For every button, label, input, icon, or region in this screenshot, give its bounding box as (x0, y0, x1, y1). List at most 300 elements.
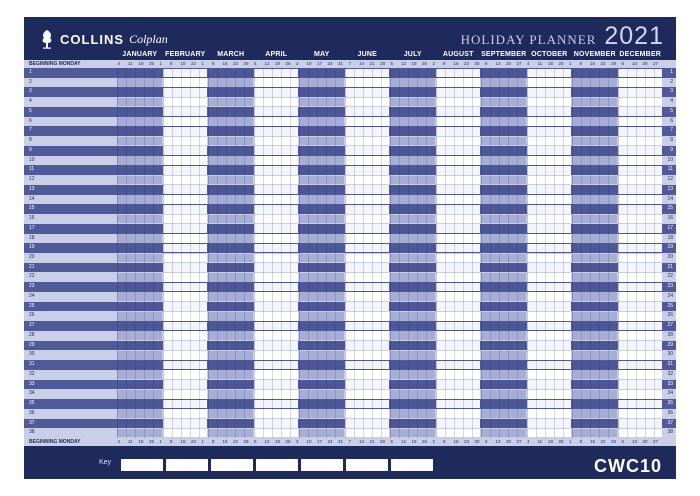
day-cell-block[interactable] (618, 176, 663, 185)
day-cell-block[interactable] (481, 273, 526, 282)
day-cell-block[interactable] (618, 390, 663, 399)
day-cell-block[interactable] (390, 107, 435, 116)
day-cell-block[interactable] (572, 185, 617, 194)
day-cell-block[interactable] (481, 429, 526, 438)
day-cell-block[interactable] (345, 409, 390, 418)
day-cell-block[interactable] (254, 341, 299, 350)
day-cell-block[interactable] (254, 234, 299, 243)
day-cell-block[interactable] (254, 312, 299, 321)
day-cell-block[interactable] (481, 400, 526, 409)
day-cell-block[interactable] (527, 292, 572, 301)
day-cell-block[interactable] (345, 107, 390, 116)
day-cell-block[interactable] (345, 419, 390, 428)
day-cell-block[interactable] (527, 69, 572, 78)
day-cell-block[interactable] (163, 127, 208, 136)
day-cell-block[interactable] (481, 205, 526, 214)
day-cell-block[interactable] (299, 127, 344, 136)
day-cell-block[interactable] (527, 107, 572, 116)
day-cell-block[interactable] (527, 88, 572, 97)
day-cell-block[interactable] (481, 156, 526, 165)
day-cell-block[interactable] (345, 380, 390, 389)
day-cell-block[interactable] (208, 146, 253, 155)
day-cell-block[interactable] (527, 195, 572, 204)
day-cell-block[interactable] (163, 205, 208, 214)
key-box[interactable] (345, 458, 389, 472)
day-cell-block[interactable] (390, 166, 435, 175)
day-cell-block[interactable] (299, 331, 344, 340)
day-cell-block[interactable] (618, 224, 663, 233)
day-cell-block[interactable] (618, 302, 663, 311)
day-cell-block[interactable] (163, 331, 208, 340)
day-cell-block[interactable] (527, 224, 572, 233)
day-cell-block[interactable] (208, 107, 253, 116)
day-cell-block[interactable] (117, 263, 162, 272)
day-cell-block[interactable] (481, 312, 526, 321)
day-cell-block[interactable] (345, 78, 390, 87)
day-cell-block[interactable] (345, 302, 390, 311)
day-cell-block[interactable] (390, 127, 435, 136)
day-cell-block[interactable] (254, 117, 299, 126)
day-cell-block[interactable] (436, 361, 481, 370)
day-cell-block[interactable] (117, 215, 162, 224)
day-cell-block[interactable] (208, 176, 253, 185)
day-cell-block[interactable] (254, 156, 299, 165)
day-cell-block[interactable] (163, 263, 208, 272)
day-cell-block[interactable] (572, 107, 617, 116)
day-cell-block[interactable] (254, 146, 299, 155)
day-cell-block[interactable] (436, 185, 481, 194)
day-cell-block[interactable] (299, 302, 344, 311)
day-cell-block[interactable] (299, 283, 344, 292)
day-cell-block[interactable] (254, 137, 299, 146)
day-cell-block[interactable] (117, 88, 162, 97)
day-cell-block[interactable] (117, 127, 162, 136)
day-cell-block[interactable] (481, 409, 526, 418)
day-cell-block[interactable] (436, 370, 481, 379)
day-cell-block[interactable] (481, 166, 526, 175)
day-cell-block[interactable] (208, 361, 253, 370)
day-cell-block[interactable] (527, 234, 572, 243)
day-cell-block[interactable] (345, 370, 390, 379)
day-cell-block[interactable] (345, 254, 390, 263)
day-cell-block[interactable] (117, 341, 162, 350)
day-cell-block[interactable] (436, 302, 481, 311)
day-cell-block[interactable] (481, 137, 526, 146)
day-cell-block[interactable] (436, 331, 481, 340)
day-cell-block[interactable] (527, 78, 572, 87)
day-cell-block[interactable] (436, 234, 481, 243)
day-cell-block[interactable] (618, 429, 663, 438)
day-cell-block[interactable] (299, 390, 344, 399)
day-cell-block[interactable] (390, 400, 435, 409)
day-cell-block[interactable] (208, 400, 253, 409)
day-cell-block[interactable] (481, 263, 526, 272)
day-cell-block[interactable] (208, 302, 253, 311)
day-cell-block[interactable] (117, 302, 162, 311)
day-cell-block[interactable] (572, 127, 617, 136)
day-cell-block[interactable] (618, 137, 663, 146)
day-cell-block[interactable] (345, 400, 390, 409)
day-cell-block[interactable] (390, 292, 435, 301)
day-cell-block[interactable] (254, 78, 299, 87)
day-cell-block[interactable] (254, 166, 299, 175)
day-cell-block[interactable] (117, 351, 162, 360)
day-cell-block[interactable] (299, 224, 344, 233)
day-cell-block[interactable] (163, 137, 208, 146)
day-cell-block[interactable] (163, 88, 208, 97)
day-cell-block[interactable] (208, 409, 253, 418)
day-cell-block[interactable] (527, 166, 572, 175)
day-cell-block[interactable] (254, 390, 299, 399)
day-cell-block[interactable] (618, 419, 663, 428)
day-cell-block[interactable] (345, 98, 390, 107)
day-cell-block[interactable] (254, 331, 299, 340)
day-cell-block[interactable] (117, 107, 162, 116)
day-cell-block[interactable] (527, 146, 572, 155)
day-cell-block[interactable] (163, 361, 208, 370)
day-cell-block[interactable] (618, 351, 663, 360)
day-cell-block[interactable] (527, 390, 572, 399)
day-cell-block[interactable] (163, 254, 208, 263)
day-cell-block[interactable] (481, 254, 526, 263)
day-cell-block[interactable] (299, 361, 344, 370)
day-cell-block[interactable] (390, 331, 435, 340)
day-cell-block[interactable] (572, 146, 617, 155)
day-cell-block[interactable] (436, 78, 481, 87)
day-cell-block[interactable] (390, 351, 435, 360)
day-cell-block[interactable] (527, 331, 572, 340)
day-cell-block[interactable] (345, 341, 390, 350)
day-cell-block[interactable] (390, 263, 435, 272)
day-cell-block[interactable] (527, 117, 572, 126)
day-cell-block[interactable] (299, 273, 344, 282)
day-cell-block[interactable] (117, 331, 162, 340)
day-cell-block[interactable] (254, 370, 299, 379)
day-cell-block[interactable] (436, 224, 481, 233)
day-cell-block[interactable] (208, 117, 253, 126)
day-cell-block[interactable] (163, 341, 208, 350)
day-cell-block[interactable] (345, 205, 390, 214)
day-cell-block[interactable] (527, 283, 572, 292)
day-cell-block[interactable] (299, 429, 344, 438)
day-cell-block[interactable] (254, 224, 299, 233)
day-cell-block[interactable] (436, 137, 481, 146)
day-cell-block[interactable] (117, 409, 162, 418)
day-cell-block[interactable] (481, 370, 526, 379)
day-cell-block[interactable] (299, 146, 344, 155)
day-cell-block[interactable] (254, 69, 299, 78)
day-cell-block[interactable] (163, 78, 208, 87)
day-cell-block[interactable] (390, 254, 435, 263)
day-cell-block[interactable] (481, 195, 526, 204)
day-cell-block[interactable] (345, 69, 390, 78)
day-cell-block[interactable] (481, 224, 526, 233)
day-cell-block[interactable] (618, 312, 663, 321)
day-cell-block[interactable] (572, 78, 617, 87)
day-cell-block[interactable] (390, 205, 435, 214)
day-cell-block[interactable] (208, 69, 253, 78)
day-cell-block[interactable] (572, 312, 617, 321)
day-cell-block[interactable] (299, 380, 344, 389)
day-cell-block[interactable] (390, 409, 435, 418)
day-cell-block[interactable] (117, 156, 162, 165)
day-cell-block[interactable] (527, 351, 572, 360)
day-cell-block[interactable] (572, 244, 617, 253)
day-cell-block[interactable] (254, 254, 299, 263)
day-cell-block[interactable] (481, 351, 526, 360)
day-cell-block[interactable] (527, 185, 572, 194)
day-cell-block[interactable] (345, 429, 390, 438)
day-cell-block[interactable] (163, 322, 208, 331)
day-cell-block[interactable] (163, 156, 208, 165)
day-cell-block[interactable] (618, 370, 663, 379)
day-cell-block[interactable] (572, 273, 617, 282)
day-cell-block[interactable] (618, 263, 663, 272)
day-cell-block[interactable] (572, 283, 617, 292)
day-cell-block[interactable] (117, 205, 162, 214)
day-cell-block[interactable] (163, 107, 208, 116)
day-cell-block[interactable] (117, 78, 162, 87)
day-cell-block[interactable] (117, 400, 162, 409)
day-cell-block[interactable] (390, 224, 435, 233)
day-cell-block[interactable] (117, 273, 162, 282)
day-cell-block[interactable] (163, 234, 208, 243)
day-cell-block[interactable] (572, 98, 617, 107)
day-cell-block[interactable] (572, 380, 617, 389)
day-cell-block[interactable] (618, 273, 663, 282)
day-cell-block[interactable] (572, 254, 617, 263)
day-cell-block[interactable] (572, 88, 617, 97)
day-cell-block[interactable] (436, 215, 481, 224)
day-cell-block[interactable] (572, 409, 617, 418)
day-cell-block[interactable] (345, 215, 390, 224)
day-cell-block[interactable] (299, 409, 344, 418)
day-cell-block[interactable] (208, 88, 253, 97)
day-cell-block[interactable] (345, 137, 390, 146)
day-cell-block[interactable] (117, 380, 162, 389)
day-cell-block[interactable] (254, 429, 299, 438)
day-cell-block[interactable] (481, 127, 526, 136)
day-cell-block[interactable] (481, 78, 526, 87)
day-cell-block[interactable] (436, 127, 481, 136)
day-cell-block[interactable] (254, 292, 299, 301)
day-cell-block[interactable] (390, 429, 435, 438)
day-cell-block[interactable] (527, 312, 572, 321)
day-cell-block[interactable] (299, 341, 344, 350)
day-cell-block[interactable] (572, 341, 617, 350)
day-cell-block[interactable] (527, 98, 572, 107)
day-cell-block[interactable] (254, 361, 299, 370)
day-cell-block[interactable] (163, 400, 208, 409)
day-cell-block[interactable] (254, 302, 299, 311)
day-cell-block[interactable] (254, 88, 299, 97)
day-cell-block[interactable] (618, 400, 663, 409)
day-cell-block[interactable] (436, 107, 481, 116)
day-cell-block[interactable] (208, 351, 253, 360)
day-cell-block[interactable] (572, 156, 617, 165)
day-cell-block[interactable] (163, 146, 208, 155)
day-cell-block[interactable] (345, 117, 390, 126)
day-cell-block[interactable] (436, 283, 481, 292)
day-cell-block[interactable] (299, 156, 344, 165)
day-cell-block[interactable] (117, 419, 162, 428)
day-cell-block[interactable] (481, 107, 526, 116)
day-cell-block[interactable] (117, 322, 162, 331)
day-cell-block[interactable] (618, 166, 663, 175)
day-cell-block[interactable] (117, 292, 162, 301)
day-cell-block[interactable] (390, 88, 435, 97)
day-cell-block[interactable] (436, 98, 481, 107)
day-cell-block[interactable] (572, 176, 617, 185)
day-cell-block[interactable] (254, 215, 299, 224)
day-cell-block[interactable] (572, 331, 617, 340)
day-cell-block[interactable] (299, 98, 344, 107)
day-cell-block[interactable] (345, 292, 390, 301)
day-cell-block[interactable] (299, 400, 344, 409)
day-cell-block[interactable] (390, 215, 435, 224)
day-cell-block[interactable] (299, 185, 344, 194)
day-cell-block[interactable] (299, 117, 344, 126)
day-cell-block[interactable] (163, 69, 208, 78)
day-cell-block[interactable] (527, 176, 572, 185)
day-cell-block[interactable] (117, 361, 162, 370)
day-cell-block[interactable] (208, 98, 253, 107)
day-cell-block[interactable] (299, 322, 344, 331)
day-cell-block[interactable] (572, 215, 617, 224)
day-cell-block[interactable] (117, 98, 162, 107)
day-cell-block[interactable] (618, 244, 663, 253)
day-cell-block[interactable] (254, 322, 299, 331)
day-cell-block[interactable] (299, 263, 344, 272)
day-cell-block[interactable] (254, 185, 299, 194)
day-cell-block[interactable] (117, 390, 162, 399)
day-cell-block[interactable] (390, 341, 435, 350)
day-cell-block[interactable] (117, 234, 162, 243)
day-cell-block[interactable] (390, 380, 435, 389)
day-cell-block[interactable] (572, 69, 617, 78)
day-cell-block[interactable] (345, 166, 390, 175)
day-cell-block[interactable] (299, 351, 344, 360)
day-cell-block[interactable] (299, 419, 344, 428)
day-cell-block[interactable] (117, 185, 162, 194)
day-cell-block[interactable] (345, 351, 390, 360)
day-cell-block[interactable] (208, 156, 253, 165)
day-cell-block[interactable] (618, 234, 663, 243)
day-cell-block[interactable] (436, 351, 481, 360)
day-cell-block[interactable] (436, 156, 481, 165)
day-cell-block[interactable] (436, 166, 481, 175)
day-cell-block[interactable] (481, 322, 526, 331)
day-cell-block[interactable] (390, 176, 435, 185)
day-cell-block[interactable] (163, 409, 208, 418)
day-cell-block[interactable] (299, 215, 344, 224)
day-cell-block[interactable] (117, 176, 162, 185)
day-cell-block[interactable] (208, 263, 253, 272)
day-cell-block[interactable] (481, 331, 526, 340)
day-cell-block[interactable] (254, 263, 299, 272)
day-cell-block[interactable] (390, 156, 435, 165)
day-cell-block[interactable] (527, 137, 572, 146)
day-cell-block[interactable] (618, 380, 663, 389)
day-cell-block[interactable] (208, 195, 253, 204)
day-cell-block[interactable] (481, 390, 526, 399)
day-cell-block[interactable] (390, 117, 435, 126)
day-cell-block[interactable] (390, 322, 435, 331)
day-cell-block[interactable] (208, 254, 253, 263)
day-cell-block[interactable] (436, 117, 481, 126)
day-cell-block[interactable] (572, 166, 617, 175)
day-cell-block[interactable] (345, 273, 390, 282)
day-cell-block[interactable] (163, 283, 208, 292)
day-cell-block[interactable] (299, 370, 344, 379)
day-cell-block[interactable] (390, 390, 435, 399)
day-cell-block[interactable] (208, 370, 253, 379)
day-cell-block[interactable] (117, 195, 162, 204)
day-cell-block[interactable] (254, 380, 299, 389)
day-cell-block[interactable] (527, 419, 572, 428)
day-cell-block[interactable] (436, 176, 481, 185)
day-cell-block[interactable] (208, 283, 253, 292)
day-cell-block[interactable] (345, 156, 390, 165)
day-cell-block[interactable] (572, 224, 617, 233)
day-cell-block[interactable] (390, 137, 435, 146)
day-cell-block[interactable] (618, 283, 663, 292)
day-cell-block[interactable] (618, 98, 663, 107)
day-cell-block[interactable] (572, 263, 617, 272)
day-cell-block[interactable] (345, 224, 390, 233)
day-cell-block[interactable] (254, 400, 299, 409)
day-cell-block[interactable] (299, 234, 344, 243)
day-cell-block[interactable] (254, 351, 299, 360)
day-cell-block[interactable] (163, 312, 208, 321)
day-cell-block[interactable] (254, 409, 299, 418)
day-cell-block[interactable] (208, 312, 253, 321)
day-cell-block[interactable] (208, 331, 253, 340)
day-cell-block[interactable] (208, 137, 253, 146)
day-cell-block[interactable] (254, 244, 299, 253)
day-cell-block[interactable] (436, 419, 481, 428)
day-cell-block[interactable] (390, 78, 435, 87)
day-cell-block[interactable] (390, 244, 435, 253)
day-cell-block[interactable] (436, 254, 481, 263)
day-cell-block[interactable] (299, 88, 344, 97)
day-cell-block[interactable] (299, 78, 344, 87)
day-cell-block[interactable] (254, 98, 299, 107)
day-cell-block[interactable] (481, 341, 526, 350)
day-cell-block[interactable] (481, 98, 526, 107)
day-cell-block[interactable] (618, 117, 663, 126)
day-cell-block[interactable] (481, 88, 526, 97)
day-cell-block[interactable] (390, 69, 435, 78)
day-cell-block[interactable] (163, 351, 208, 360)
day-cell-block[interactable] (481, 215, 526, 224)
day-cell-block[interactable] (618, 322, 663, 331)
day-cell-block[interactable] (618, 292, 663, 301)
day-cell-block[interactable] (436, 244, 481, 253)
day-cell-block[interactable] (208, 234, 253, 243)
day-cell-block[interactable] (572, 205, 617, 214)
day-cell-block[interactable] (299, 137, 344, 146)
day-cell-block[interactable] (208, 292, 253, 301)
day-cell-block[interactable] (527, 322, 572, 331)
day-cell-block[interactable] (436, 273, 481, 282)
day-cell-block[interactable] (208, 78, 253, 87)
day-cell-block[interactable] (572, 390, 617, 399)
day-cell-block[interactable] (345, 283, 390, 292)
day-cell-block[interactable] (117, 312, 162, 321)
key-box[interactable] (300, 458, 344, 472)
day-cell-block[interactable] (345, 234, 390, 243)
